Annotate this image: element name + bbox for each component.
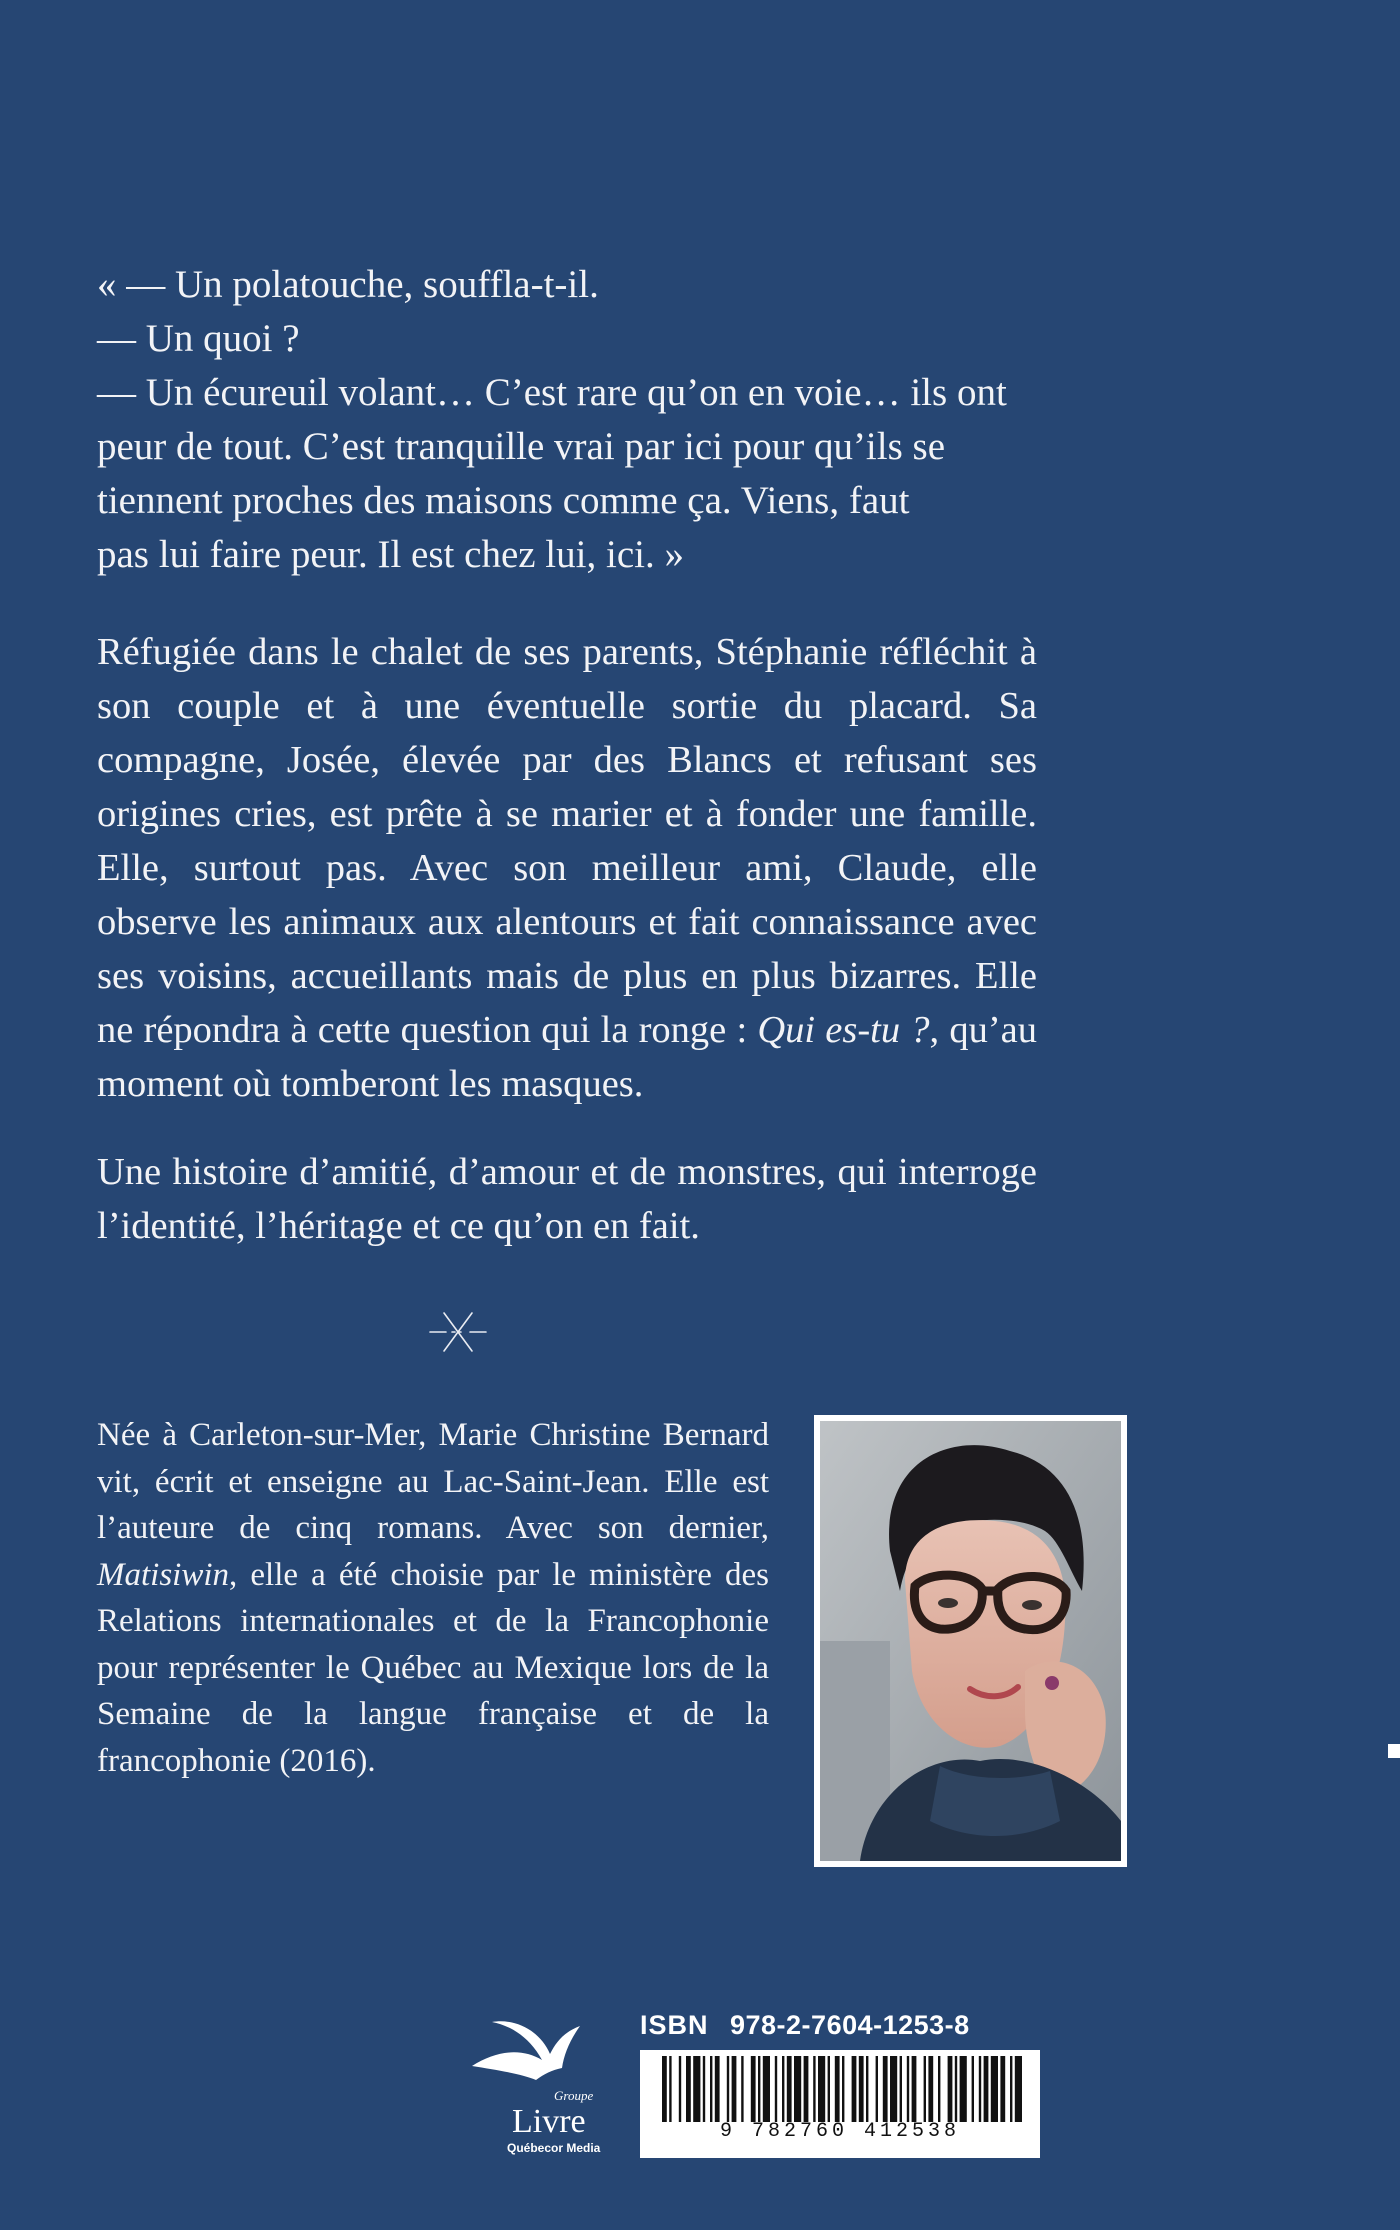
summary-tagline: Une histoire d’amitié, d’amour et de monstres, qui interroge l’identité, l’héritage et ce qu’on en fait. xyxy=(97,1151,1037,1247)
barcode-bar xyxy=(1000,2056,1005,2122)
barcode-bar xyxy=(686,2056,691,2122)
quote-line: — Un écureuil volant… C’est rare qu’on en voie… ils ont xyxy=(97,371,1007,414)
bio-book-title: Matisiwin xyxy=(97,1556,230,1593)
barcode-bar xyxy=(890,2056,897,2122)
summary-text: Réfugiée dans le chalet de ses parents, Stéphanie réfléchit à son couple et à une éventuelle sortie du placard. Sa compagne, Josée, élevée par des Blancs et refusant ses origines cries, est prête à se marier et à fonder une famille. Elle, surtout pas. Avec son meilleur ami, Claude, elle observe les animaux aux alentours et fait connaissance avec ses voisins, accueillants mais de plus en plus bizarres. Elle ne répondra à cette question qui la ronge : xyxy=(97,631,1037,1051)
quote-line: peur de tout. C’est tranquille vrai par ici pour qu’ils se xyxy=(97,425,946,468)
quote-line: pas lui faire peur. Il est chez lui, ici. » xyxy=(97,533,684,576)
barcode-bar xyxy=(984,2056,989,2122)
barcode-bar xyxy=(782,2056,784,2122)
author-bio xyxy=(97,1412,769,1784)
barcode-bar xyxy=(804,2056,809,2122)
publisher-media: Québecor Media xyxy=(507,2141,601,2155)
barcode-bar xyxy=(972,2056,974,2122)
quote-line: « — Un polatouche, souffla-t-il. xyxy=(97,263,599,306)
barcode-bar xyxy=(758,2056,760,2122)
barcode-digits: 9 782760 412538 xyxy=(719,2120,961,2143)
isbn-label: ISBN xyxy=(640,2010,709,2040)
barcode-bar xyxy=(907,2056,909,2122)
publisher-livre: Livre xyxy=(512,2103,586,2140)
barcode-bar xyxy=(1010,2056,1012,2122)
barcode-bar xyxy=(924,2056,926,2122)
summary-paragraph xyxy=(97,625,1037,1111)
barcode-bar xyxy=(912,2056,917,2122)
excerpt-quote xyxy=(97,258,1047,582)
barcode-bar xyxy=(866,2056,868,2122)
author-photo xyxy=(814,1415,1127,1867)
barcode-bar xyxy=(852,2056,857,2122)
barcode-bar xyxy=(741,2056,743,2122)
barcode-bar xyxy=(775,2056,777,2122)
barcode-bar xyxy=(991,2056,998,2122)
barcode-bar xyxy=(1015,2056,1022,2122)
bio-text-end: , elle a été choisie par le ministère des Relations internationales et de la Francophonie pour représenter le Québec au Mexique lors de la Semaine de la langue française et de la francophonie (2016). xyxy=(97,1556,769,1779)
barcode-bar xyxy=(883,2056,888,2122)
barcode-bar xyxy=(828,2056,830,2122)
barcode-bar xyxy=(727,2056,729,2122)
bird-logo-icon xyxy=(452,2008,612,2158)
barcode-bar xyxy=(859,2056,864,2122)
isbn-barcode xyxy=(640,2008,1040,2158)
barcode-bar xyxy=(794,2056,801,2122)
barcode-bar xyxy=(787,2056,792,2122)
barcode-bar xyxy=(835,2056,840,2122)
barcode-bar xyxy=(979,2056,981,2122)
publisher-groupe: Groupe xyxy=(554,2088,594,2103)
barcode-bar xyxy=(693,2056,700,2122)
summary-italic-question: Qui es-tu ? xyxy=(757,1009,930,1051)
quote-line: tiennent proches des maisons comme ça. Viens, faut xyxy=(97,479,910,522)
bio-text: Née à Carleton-sur-Mer, Marie Christine Bernard vit, écrit et enseigne au Lac-Saint-Jean. Elle est l’auteure de cinq romans. Avec son dernier, xyxy=(97,1417,769,1546)
barcode-bar xyxy=(662,2056,667,2122)
barcode-bar xyxy=(928,2056,933,2122)
barcode-bar xyxy=(751,2056,756,2122)
barcode-bar xyxy=(763,2056,770,2122)
barcode-bar xyxy=(710,2056,712,2122)
barcode-bar xyxy=(948,2056,953,2122)
barcode-bar xyxy=(900,2056,902,2122)
barcode-bar xyxy=(818,2056,825,2122)
barcode-bars xyxy=(640,2050,1040,2130)
barcode-bar xyxy=(679,2056,681,2122)
barcode-bar xyxy=(703,2056,705,2122)
author-portrait-image xyxy=(820,1421,1121,1861)
star-ornament-icon xyxy=(428,1310,488,1354)
barcode-bar xyxy=(732,2056,737,2122)
barcode-bar xyxy=(938,2056,940,2122)
quote-line: — Un quoi ? xyxy=(97,317,300,360)
summary-text-end: , qu’au moment où tomberont les masques. xyxy=(97,1009,1037,1105)
barcode-bar xyxy=(955,2056,957,2122)
publisher-logo xyxy=(452,2008,612,2158)
isbn-number: 978-2-7604-1253-8 xyxy=(730,2010,970,2040)
barcode-bar xyxy=(842,2056,844,2122)
barcode-bar xyxy=(960,2056,967,2122)
barcode-bar xyxy=(813,2056,815,2122)
barcode-bar xyxy=(669,2056,671,2122)
edge-mark xyxy=(1388,1744,1400,1758)
bio-paragraph xyxy=(97,1412,769,1784)
barcode-bar xyxy=(715,2056,720,2122)
book-summary xyxy=(97,625,1037,1287)
barcode-bar xyxy=(876,2056,878,2122)
